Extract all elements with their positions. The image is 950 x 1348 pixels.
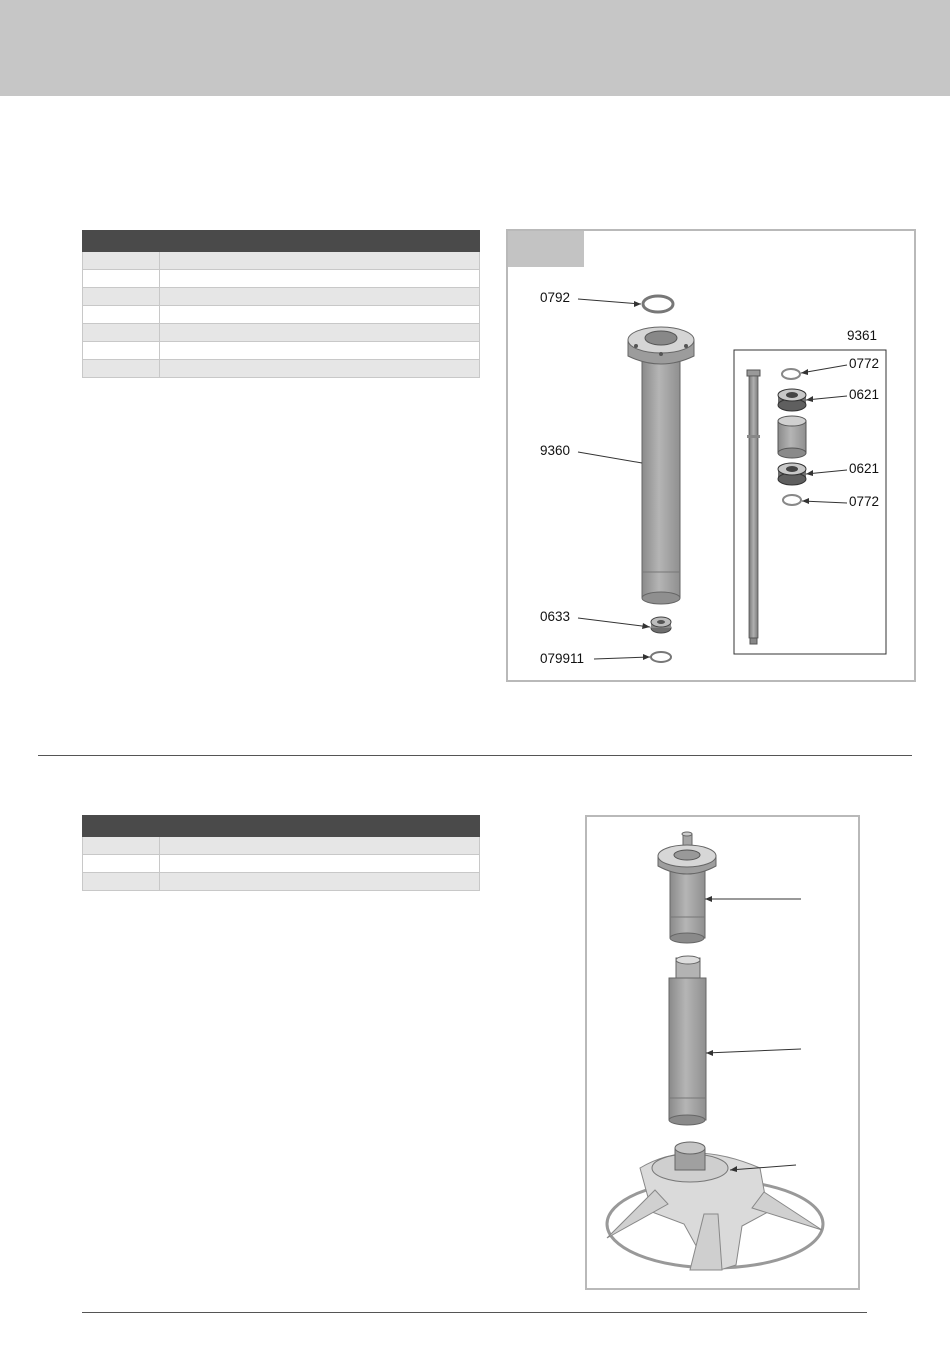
callout-9360: 9360 — [540, 443, 571, 458]
callout-9361: 9361 — [847, 328, 878, 343]
callout-0621-top: 0621 — [849, 387, 880, 402]
callout-0792: 0792 — [540, 290, 571, 305]
footer-rule — [82, 1312, 867, 1313]
leader-line — [706, 1049, 801, 1053]
extension-tube — [669, 956, 706, 1125]
spindle-housing — [658, 832, 716, 943]
arrowhead — [706, 1050, 713, 1056]
mixer-base — [607, 1142, 823, 1270]
callout-0633: 0633 — [540, 609, 571, 624]
callout-0621-bottom: 0621 — [849, 461, 880, 476]
arrowhead — [705, 896, 712, 902]
callout-0772-bottom: 0772 — [849, 494, 880, 509]
callout-079911: 079911 — [540, 651, 585, 666]
callout-0772-top: 0772 — [849, 356, 880, 371]
